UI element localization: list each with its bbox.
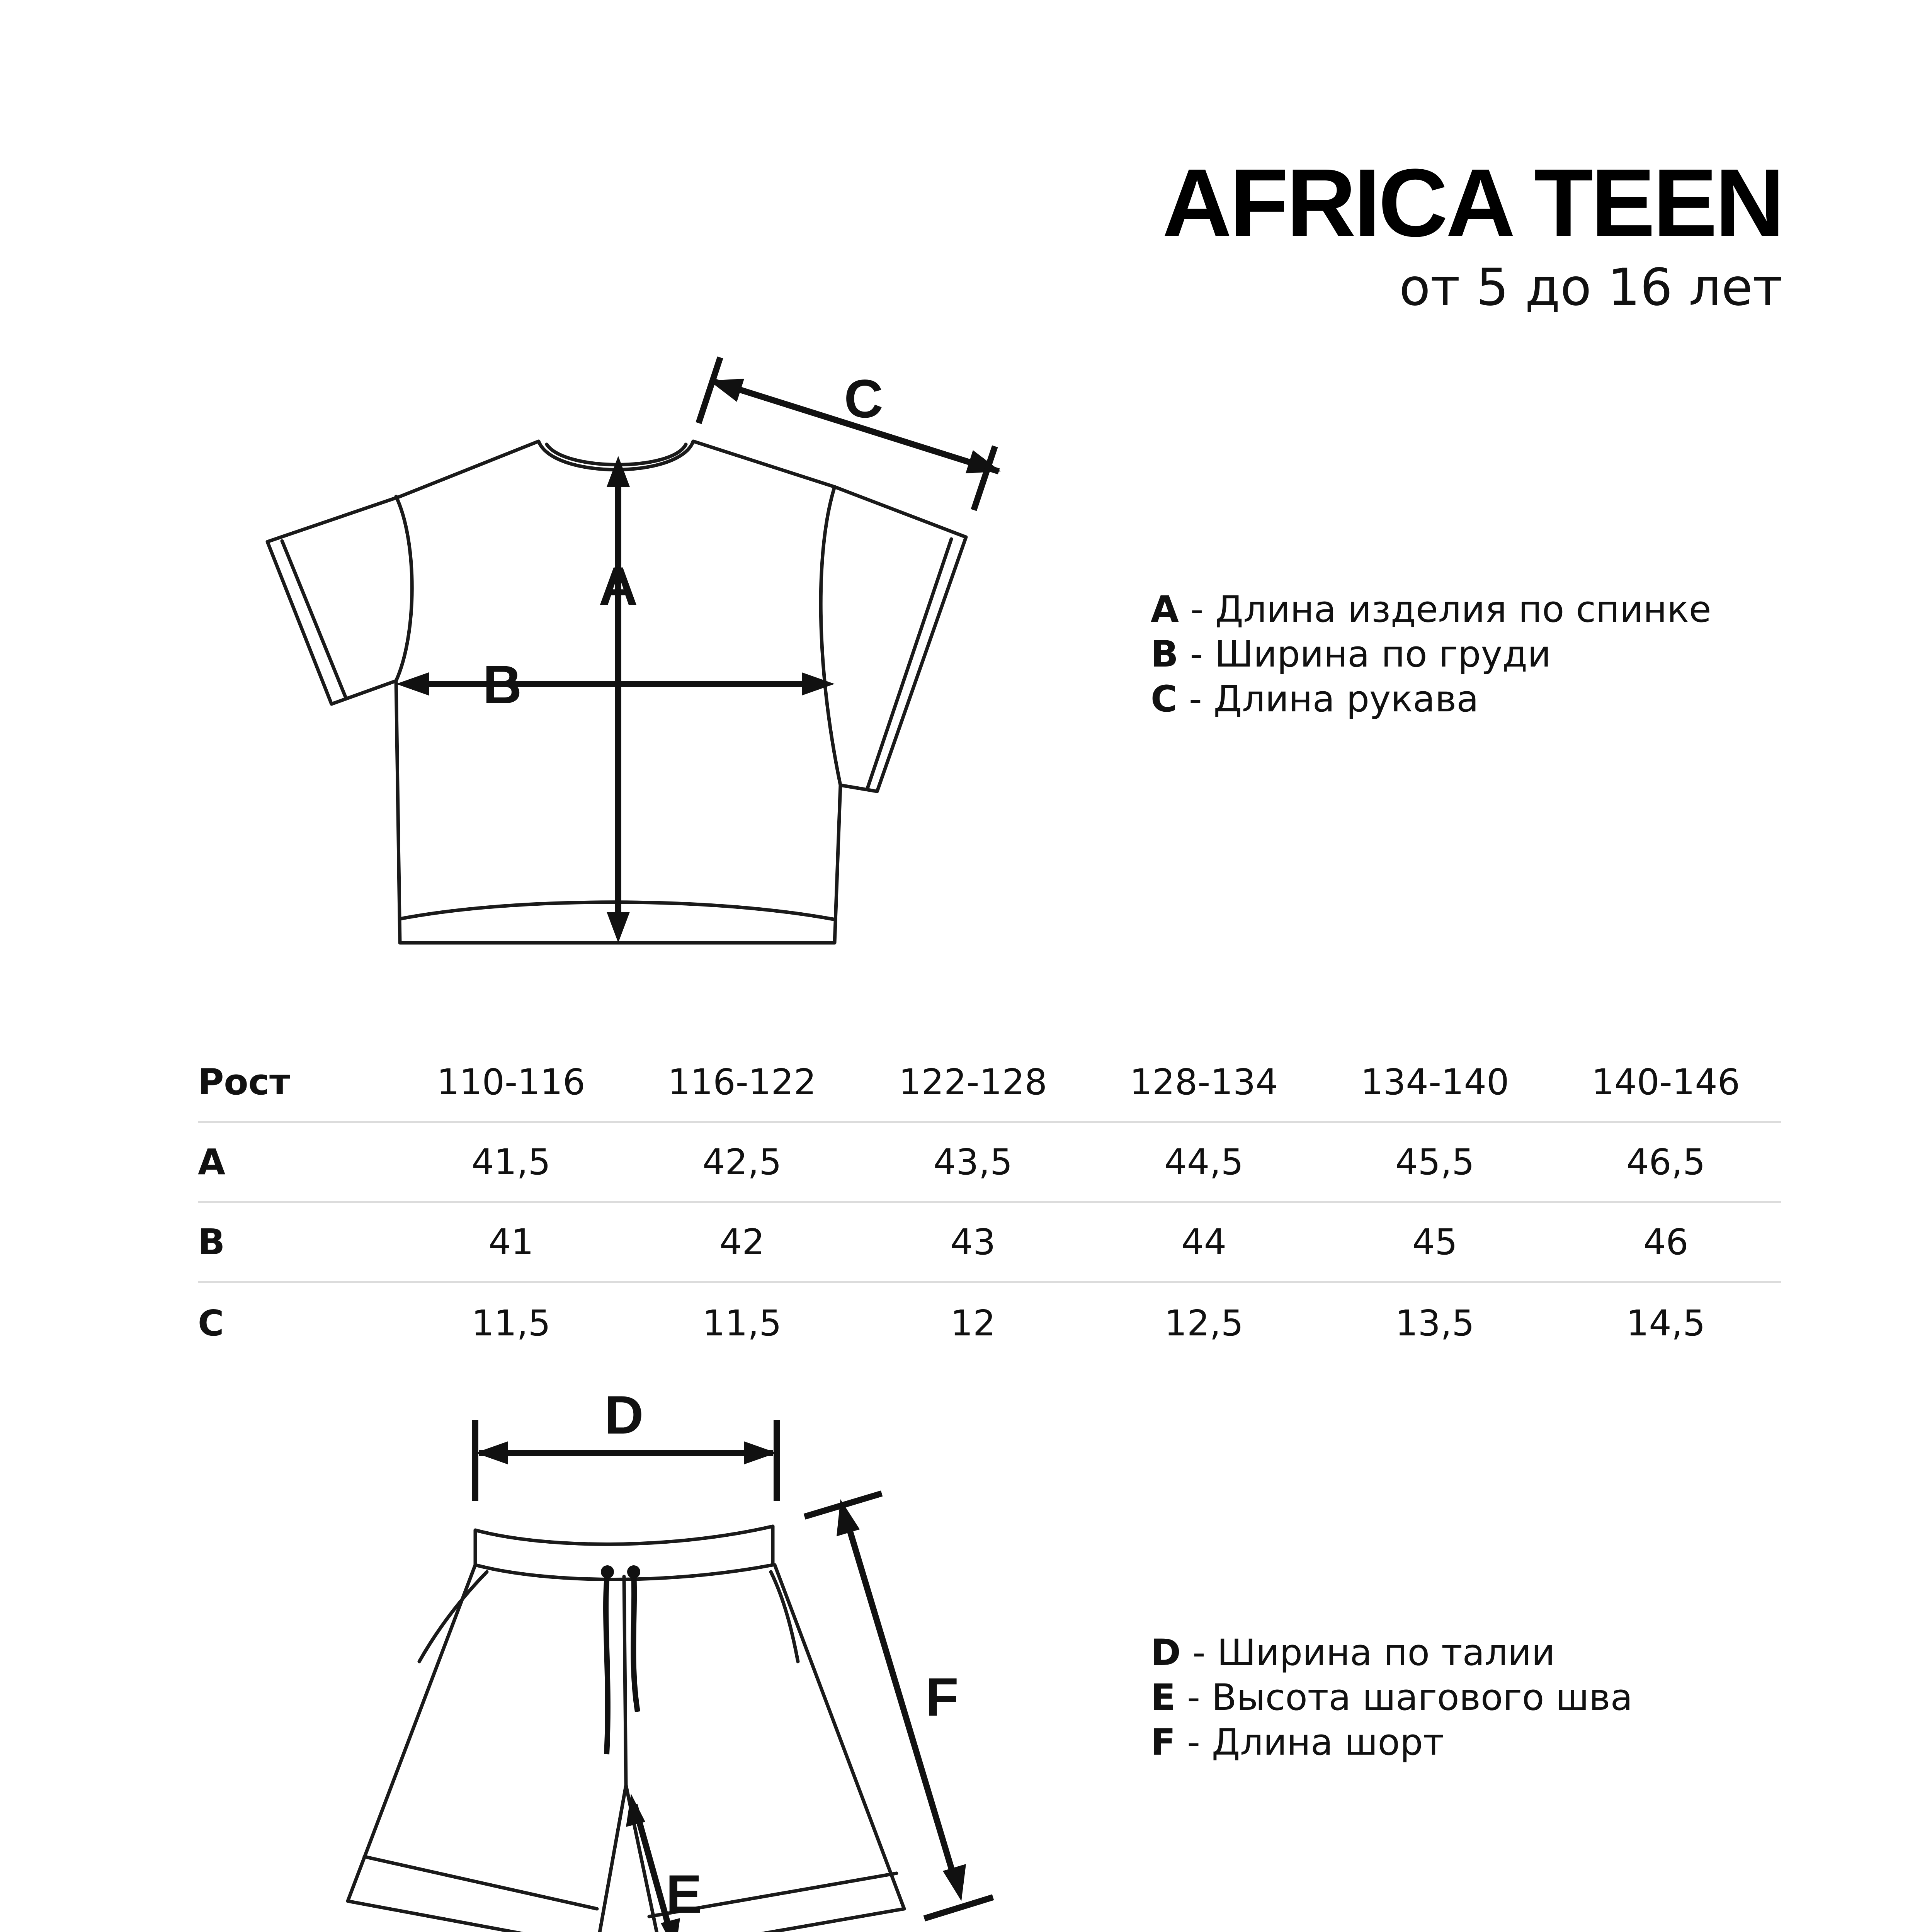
shorts-center-seam xyxy=(624,1577,626,1785)
table-cell: 12,5 xyxy=(1164,1303,1244,1344)
row-label: B xyxy=(198,1221,225,1263)
table-cell: 14,5 xyxy=(1626,1303,1706,1344)
table-cell: 11,5 xyxy=(471,1303,551,1344)
table-cell: 13,5 xyxy=(1395,1303,1475,1344)
table-cell: 44 xyxy=(1181,1221,1227,1263)
table-cell: 44,5 xyxy=(1164,1141,1244,1183)
label-d: D xyxy=(604,1384,644,1445)
tshirt-right-seam xyxy=(821,487,840,785)
table-cell: 11,5 xyxy=(702,1303,782,1344)
tshirt-right-cuff xyxy=(867,539,951,788)
legend-item: D - Ширина по талии xyxy=(1151,1632,1555,1674)
label-f: F xyxy=(925,1667,959,1727)
shorts-waistband xyxy=(475,1526,773,1580)
table-cell: 42,5 xyxy=(702,1141,782,1183)
tshirt-illustration xyxy=(247,340,1020,997)
row-label: C xyxy=(198,1303,224,1344)
table-cell: 45,5 xyxy=(1395,1141,1475,1183)
shorts-left-cuff xyxy=(364,1857,597,1909)
size-header: 116-122 xyxy=(668,1061,816,1103)
shorts-drawstring-left xyxy=(606,1573,608,1754)
table-row xyxy=(198,1283,1781,1363)
table-cell: 43,5 xyxy=(933,1141,1013,1183)
table-cell: 12 xyxy=(950,1303,996,1344)
label-a: A xyxy=(599,556,638,616)
tshirt-size-table xyxy=(198,1043,1781,1363)
table-cell: 43 xyxy=(950,1221,996,1263)
drawstring-eyelet-left xyxy=(601,1565,614,1578)
shorts-drawstring-right xyxy=(633,1573,638,1712)
legend-item: A - Длина изделия по спинке xyxy=(1151,588,1711,631)
legend-item: F - Длина шорт xyxy=(1151,1721,1444,1764)
table-cell: 41 xyxy=(488,1221,534,1263)
table-row xyxy=(198,1123,1781,1203)
shorts-left-pocket xyxy=(419,1572,487,1662)
size-header: 134-140 xyxy=(1361,1061,1509,1103)
label-b: B xyxy=(483,654,522,715)
table-cell: 45 xyxy=(1412,1221,1458,1263)
row-label: A xyxy=(198,1141,226,1183)
label-c: C xyxy=(844,368,883,429)
shorts-legend xyxy=(1151,1631,1633,1765)
size-header: 140-146 xyxy=(1591,1061,1740,1103)
tshirt-left-cuff xyxy=(282,541,346,698)
tshirt-legend xyxy=(1151,587,1711,722)
tshirt-left-seam xyxy=(396,497,412,681)
table-cell: 46 xyxy=(1643,1221,1689,1263)
table-row xyxy=(198,1203,1781,1283)
tshirt-diagram xyxy=(247,340,1020,997)
legend-item: C - Длина рукава xyxy=(1151,678,1479,720)
age-range-subtitle: от 5 до 16 лет xyxy=(1399,258,1782,317)
table-cell: 46,5 xyxy=(1626,1141,1706,1183)
size-header: 110-116 xyxy=(437,1061,585,1103)
brand-title: AFRICA TEEN xyxy=(1162,149,1782,257)
size-header: 128-134 xyxy=(1129,1061,1278,1103)
shorts-illustration xyxy=(332,1383,1028,1932)
measure-a-arrow xyxy=(607,456,630,943)
label-e: E xyxy=(666,1864,702,1924)
table-header-label: Рост xyxy=(198,1061,290,1103)
table-cell: 41,5 xyxy=(471,1141,551,1183)
table-cell: 42 xyxy=(719,1221,765,1263)
shorts-diagram xyxy=(332,1383,1028,1932)
size-header: 122-128 xyxy=(898,1061,1048,1103)
brand-header xyxy=(1162,149,1782,317)
legend-item: B - Ширина по груди xyxy=(1151,633,1551,675)
drawstring-eyelet-right xyxy=(627,1565,640,1578)
measure-f-arrow xyxy=(804,1493,993,1918)
table-header-row xyxy=(198,1043,1781,1123)
legend-item: E - Высота шагового шва xyxy=(1151,1677,1633,1719)
